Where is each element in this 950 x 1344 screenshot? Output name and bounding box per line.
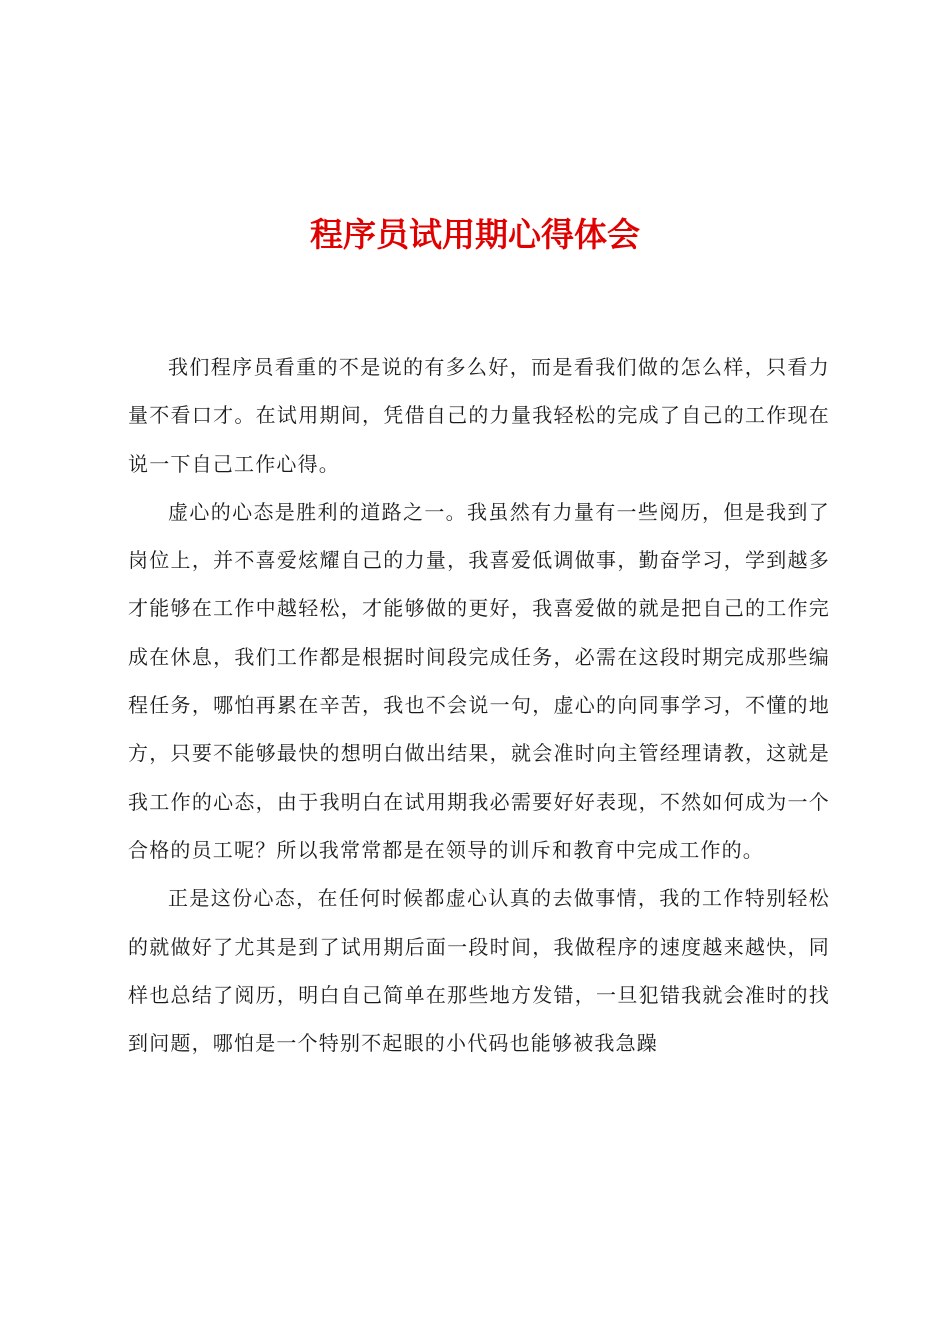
paragraph-1: 我们程序员看重的不是说的有多么好，而是看我们做的怎么样，只看力量不看口才。在试用期间，凭借自己的力量我轻松的完成了自己的工作现在说一下自己工作心得。 [128,355,830,476]
document-title: 程序员试用期心得体会 [310,215,640,254]
paragraph-2: 虚心的心态是胜利的道路之一。我虽然有力量有一些阅历，但是我到了岗位上，并不喜爱炫耀自己的力量，我喜爱低调做事，勤奋学习，学到越多才能够在工作中越轻松，才能够做的更好，我喜爱做的就是把自己的工作完成在休息，我们工作都是根据时间段完成任务，必需在这段时期完成那些编程任务，哪怕再累在辛苦，我也不会说一句，虚心的向同事学习，不懂的地方，只要不能够最快的想明白做出结果，就会准时向主管经理请教，这就是我工作的心态，由于我明白在试用期我必需要好好表现，不然如何成为一个合格的员工呢？所以我常常都是在领导的训斥和教育中完成工作的。 [128,499,830,862]
paragraph-3: 正是这份心态，在任何时候都虚心认真的去做事情，我的工作特别轻松的就做好了尤其是到了试用期后面一段时间，我做程序的速度越来越快，同样也总结了阅历，明白自己简单在那些地方发错，一旦犯错我就会准时的找到问题，哪怕是一个特别不起眼的小代码也能够被我急躁 [128,886,830,1056]
document-body [128,343,830,1067]
